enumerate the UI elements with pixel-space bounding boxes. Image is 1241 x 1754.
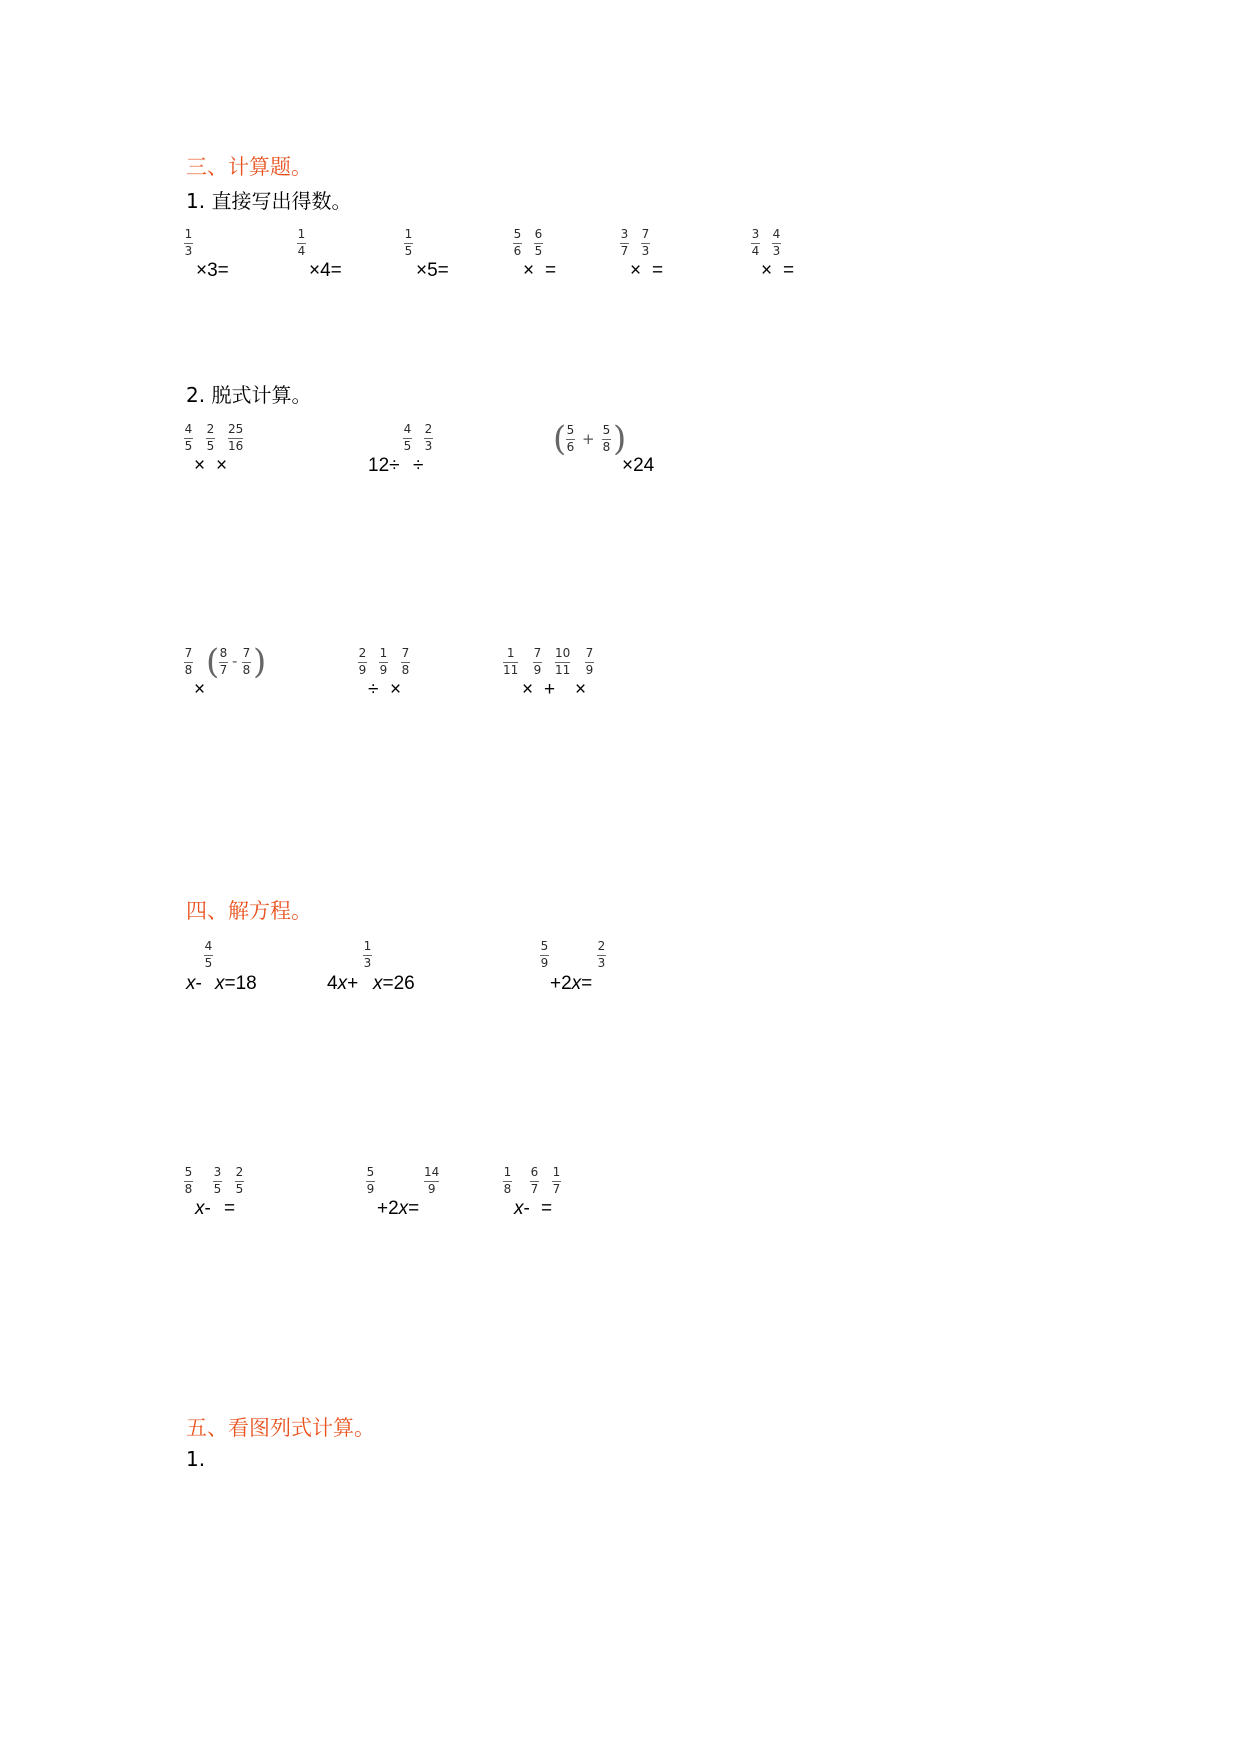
operator-text: × <box>522 679 534 700</box>
fraction: 3 4 <box>751 227 760 258</box>
fraction: 5 6 <box>566 423 575 454</box>
fraction: 2 5 <box>235 1165 244 1196</box>
operator-text: +2x= <box>550 973 593 994</box>
operator-text: ×4= <box>309 260 342 281</box>
operator-text: + <box>544 679 556 700</box>
operator-text: 12÷ <box>368 455 400 476</box>
operator-text: = <box>652 260 664 281</box>
operator-text: = <box>545 260 557 281</box>
operator-text: = <box>224 1198 236 1219</box>
operator-text: × <box>761 260 773 281</box>
fraction: 25 16 <box>228 422 244 453</box>
fraction: 2 3 <box>597 939 606 970</box>
fraction: 7 8 <box>184 646 193 677</box>
fraction: 3 7 <box>620 227 629 258</box>
operator-text: 4x+ <box>327 973 359 994</box>
fraction: 7 8 <box>242 646 251 677</box>
operator-text: x=26 <box>373 973 415 994</box>
operator-text: = <box>541 1198 553 1219</box>
fraction: 2 5 <box>206 422 215 453</box>
fraction: 5 6 <box>513 227 522 258</box>
section5-q1-label: 1. <box>186 1447 206 1471</box>
fraction: 1 5 <box>404 227 413 258</box>
fraction: 14 9 <box>424 1165 440 1196</box>
fraction: 3 5 <box>213 1165 222 1196</box>
operator-text: ×3= <box>196 260 229 281</box>
operator-text: × <box>523 260 535 281</box>
operator-text: x- <box>514 1198 530 1219</box>
fraction: 4 5 <box>204 939 213 970</box>
operator-text: x- <box>195 1198 211 1219</box>
minus-sign: - <box>232 652 238 670</box>
fraction: 5 8 <box>184 1165 193 1196</box>
operator-text: × <box>575 679 587 700</box>
operator-text: x- <box>186 973 202 994</box>
operator-text: × <box>630 260 642 281</box>
left-paren: ( <box>553 419 567 459</box>
section3-title: 三、计算题。 <box>186 155 312 179</box>
operator-text: ×24 <box>622 455 655 476</box>
fraction: 1 11 <box>503 646 519 677</box>
fraction: 1 7 <box>552 1165 561 1196</box>
fraction: 7 3 <box>641 227 650 258</box>
right-paren: ) <box>613 419 627 459</box>
q2-label: 2. 脱式计算。 <box>186 383 312 407</box>
fraction: 7 8 <box>401 646 410 677</box>
plus-sign: + <box>582 430 595 448</box>
fraction: 5 9 <box>540 939 549 970</box>
operator-text: × <box>194 455 206 476</box>
fraction: 1 4 <box>297 227 306 258</box>
operator-text: x=18 <box>215 973 257 994</box>
fraction: 1 3 <box>184 227 193 258</box>
section5-title: 五、看图列式计算。 <box>186 1416 375 1440</box>
fraction: 5 9 <box>366 1165 375 1196</box>
operator-text: ×5= <box>416 260 449 281</box>
fraction: 1 9 <box>379 646 388 677</box>
fraction: 4 3 <box>772 227 781 258</box>
operator-text: = <box>783 260 795 281</box>
fraction: 4 5 <box>403 422 412 453</box>
q1-label: 1. 直接写出得数。 <box>186 189 352 213</box>
operator-text: × <box>390 679 402 700</box>
fraction: 5 8 <box>602 423 611 454</box>
fraction: 8 7 <box>219 646 228 677</box>
operator-text: +2x= <box>377 1198 420 1219</box>
fraction: 4 5 <box>184 422 193 453</box>
fraction: 1 3 <box>363 939 372 970</box>
fraction: 2 3 <box>424 422 433 453</box>
section4-title: 四、解方程。 <box>186 899 312 923</box>
fraction: 10 11 <box>555 646 571 677</box>
fraction: 7 9 <box>585 646 594 677</box>
operator-text: × <box>194 679 206 700</box>
operator-text: × <box>216 455 228 476</box>
right-paren: ) <box>253 642 267 682</box>
fraction: 6 7 <box>530 1165 539 1196</box>
left-paren: ( <box>206 642 220 682</box>
fraction: 1 8 <box>503 1165 512 1196</box>
fraction: 6 5 <box>534 227 543 258</box>
operator-text: ÷ <box>413 455 424 476</box>
operator-text: ÷ <box>368 679 379 700</box>
fraction: 2 9 <box>358 646 367 677</box>
fraction: 7 9 <box>533 646 542 677</box>
